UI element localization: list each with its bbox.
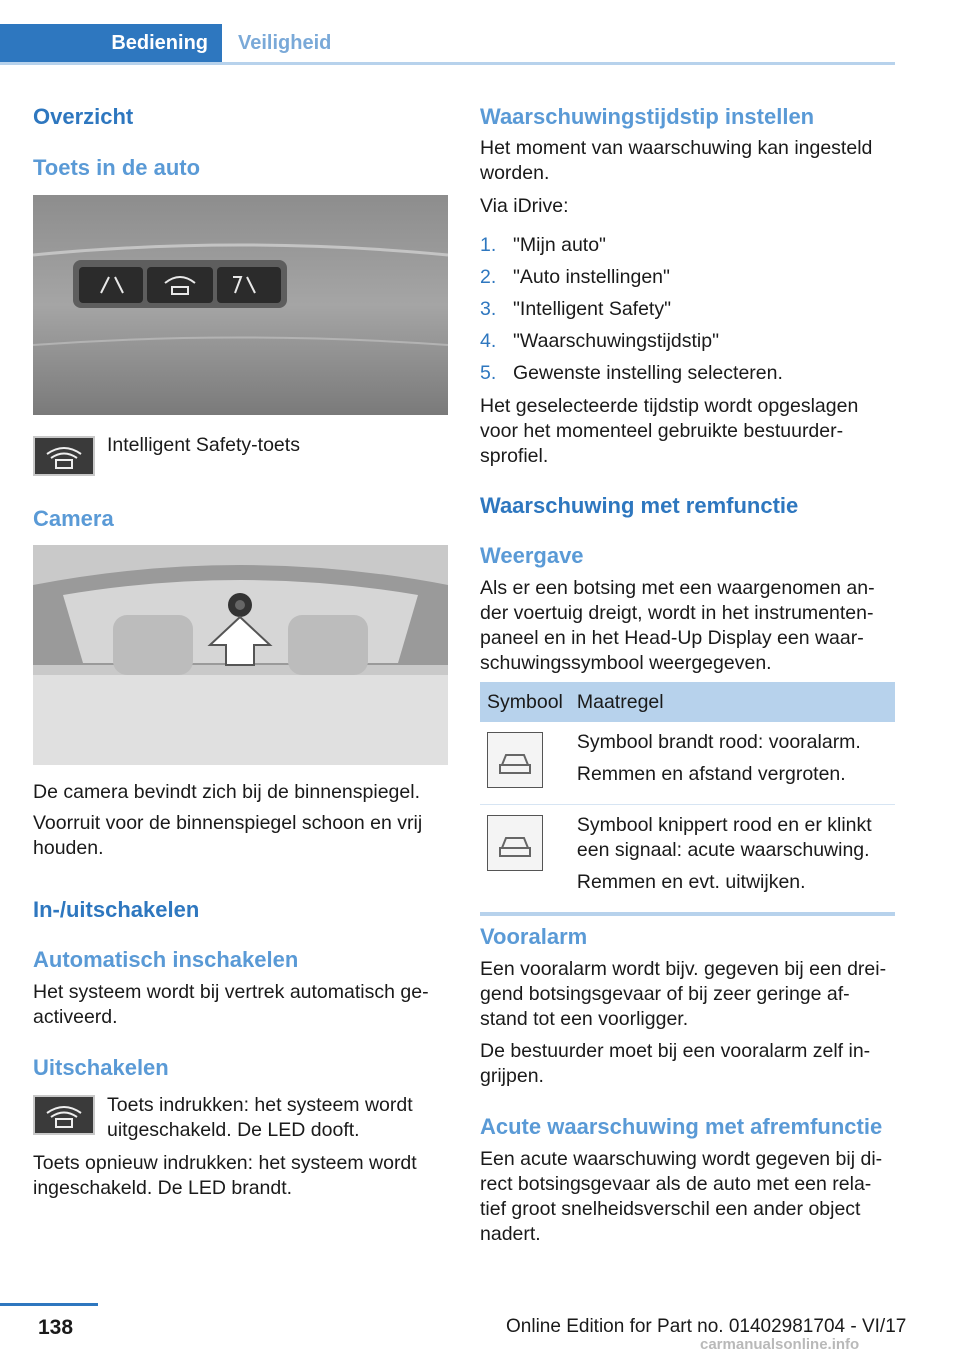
tab-veiligheid[interactable]: Veiligheid <box>238 32 332 54</box>
car-warning-icon <box>487 732 543 788</box>
col-maatregel: Maatregel <box>570 682 895 722</box>
heading-weergave: Weergave <box>480 543 584 568</box>
heading-vooralarm: Vooralarm <box>480 924 588 949</box>
saved-text: Het geselecteerde tijdstip wordt opgeslagen voor het momenteel gebruikte bestuurder‐sprofiel. <box>480 395 859 467</box>
heading-acute-waarschuwing: Acute waarschuwing met afremfunctie <box>480 1114 883 1139</box>
table-row: Symbool brandt rood: vooralarm. Remmen en afstand vergroten. <box>480 722 895 805</box>
list-item: 4. "Waarschuwingstijdstip" <box>480 330 720 352</box>
list-item: 1. "Mijn auto" <box>480 234 606 256</box>
heading-waarschuwingstijdstip: Waarschuwingstijdstip instellen <box>480 104 815 129</box>
page-number: 138 <box>38 1316 74 1339</box>
tab-bediening[interactable]: Bediening <box>0 24 222 62</box>
section-title-overzicht: Overzicht <box>33 104 134 129</box>
uitschakelen-text: Toets indrukken: het systeem wordt uitgeschakeld. De LED dooft. <box>107 1094 413 1141</box>
idrive-steps <box>480 233 895 393</box>
heading-uitschakelen: Uitschakelen <box>33 1055 169 1080</box>
table-header <box>480 682 895 722</box>
weergave-text: Als er een botsing met een waargenomen an‐der voertuig dreigt, wordt in het instrumenten‐paneel en in het Head-Up Display een waar‐schuwingssymbool weergegeven. <box>480 577 875 674</box>
camera-photo <box>33 545 448 765</box>
list-item: 5. Gewenste instelling selecteren. <box>480 362 783 384</box>
heading-remfunctie: Waarschuwing met remfunctie <box>480 493 799 518</box>
list-item: 3. "Intelligent Safety" <box>480 298 672 320</box>
vooralarm-text-2: De bestuurder moet bij een vooralarm zelf in‐grijpen. <box>480 1040 871 1087</box>
table-row: Symbool knippert rood en er klinkt een signaal: acute waarschuwing. Remmen en evt. uitwijken. <box>480 805 895 915</box>
wt-intro: Het moment van waarschuwing kan ingesteld worden. <box>480 137 873 184</box>
intelligent-safety-button-icon <box>33 436 95 476</box>
intelligent-safety-button-icon-2 <box>33 1095 95 1135</box>
camera-location-text: De camera bevindt zich bij de binnenspiegel. <box>33 781 420 803</box>
roof-button-photo <box>33 195 448 415</box>
heading-automatisch: Automatisch inschakelen <box>33 947 299 972</box>
list-item: 2. "Auto instellingen" <box>480 266 670 288</box>
button-caption: Intelligent Safety-toets <box>107 434 300 456</box>
via-idrive: Via iDrive: <box>480 195 569 217</box>
automatisch-text: Het systeem wordt bij vertrek automatisch ge‐activeerd. <box>33 981 429 1028</box>
camera-clean-text: Voorruit voor de binnenspiegel schoon en vrij houden. <box>33 812 423 859</box>
watermark: carmanualsonline.info <box>700 1336 860 1353</box>
footer-line <box>0 1303 98 1306</box>
symbol-table <box>480 682 895 916</box>
vooralarm-text: Een vooralarm wordt bijv. gegeven bij een drei‐gend botsingsgevaar of bij zeer geringe af‐stand tot een voorligger. <box>480 958 887 1030</box>
edition-text: Online Edition for Part no. 01402981704 - VI/17 <box>506 1316 907 1337</box>
acute-text: Een acute waarschuwing wordt gegeven bij di‐rect botsingsgevaar als de auto met een rela‐tief groot snelheidsverschil een ander object nadert. <box>480 1148 883 1245</box>
opnieuw-text: Toets opnieuw indrukken: het systeem wordt ingeschakeld. De LED brandt. <box>33 1152 417 1199</box>
heading-toets: Toets in de auto <box>33 155 201 180</box>
heading-camera: Camera <box>33 506 114 531</box>
heading-in-uitschakelen: In-/uitschakelen <box>33 897 200 922</box>
car-warning-icon <box>487 815 543 871</box>
col-symbool: Symbool <box>480 682 570 722</box>
